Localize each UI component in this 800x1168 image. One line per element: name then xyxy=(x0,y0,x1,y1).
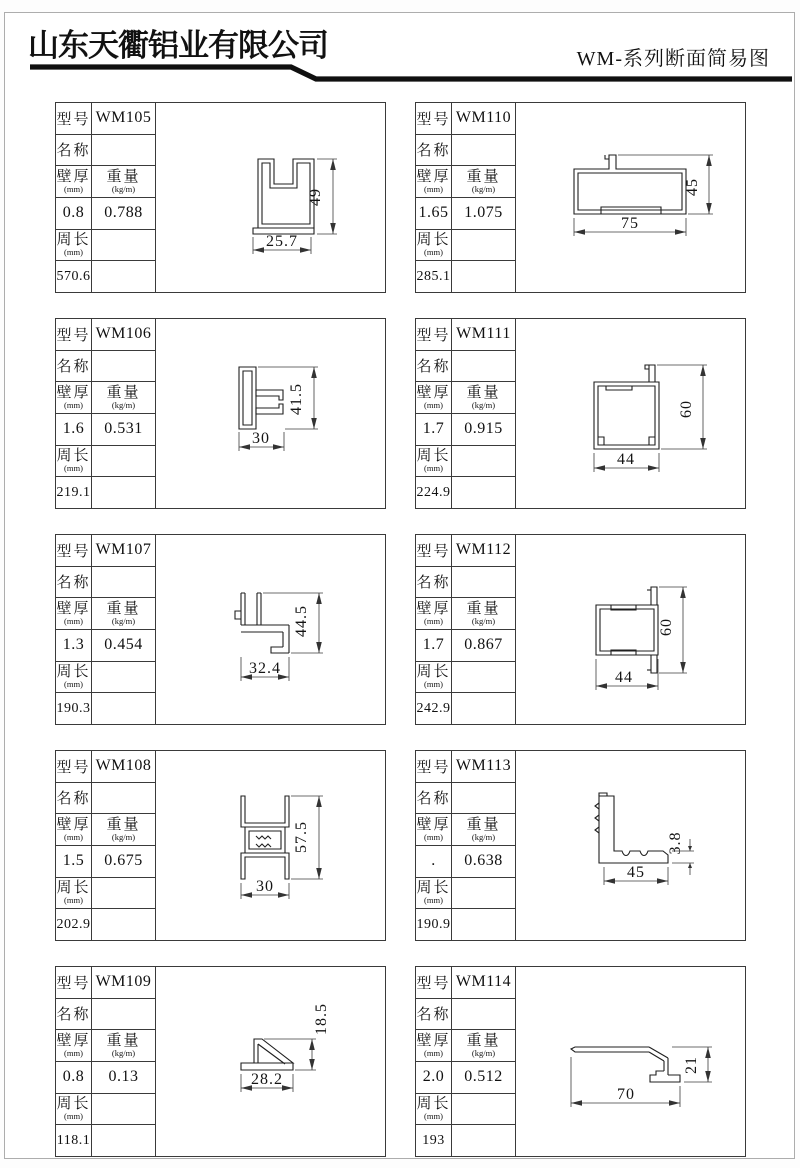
weight-label xyxy=(452,598,516,630)
profile-grid xyxy=(55,102,747,1157)
perimeter-label-text: 周长 xyxy=(416,664,451,681)
weight-label-text: 重量 xyxy=(106,385,141,402)
profile-shape xyxy=(574,155,686,214)
profile-drawing xyxy=(516,103,746,293)
weight-unit: (kg/m) xyxy=(111,400,136,411)
name-label: 名称 xyxy=(416,998,452,1030)
wall-label xyxy=(56,598,92,630)
name-value xyxy=(92,350,156,382)
wall-label-text: 壁厚 xyxy=(416,601,451,618)
wall-value: 1.5 xyxy=(56,845,92,877)
perimeter-label xyxy=(416,877,452,909)
wall-label-text: 壁厚 xyxy=(416,1033,451,1050)
profile-card xyxy=(55,534,386,725)
dim-height-label: 45 xyxy=(684,178,701,196)
wall-value: 2.0 xyxy=(416,1061,452,1093)
dim-width-label: 75 xyxy=(621,215,639,232)
dim-width-label: 32.4 xyxy=(249,660,281,677)
wall-label xyxy=(56,166,92,198)
empty-cell xyxy=(92,877,156,909)
perimeter-label xyxy=(416,229,452,261)
perimeter-unit: (mm) xyxy=(424,1111,443,1122)
weight-unit: (kg/m) xyxy=(471,400,496,411)
dim-height-label: 60 xyxy=(658,618,675,636)
model-value: WM108 xyxy=(92,751,156,783)
empty-cell xyxy=(92,229,156,261)
perimeter-unit: (mm) xyxy=(424,247,443,258)
perimeter-label-text: 周长 xyxy=(56,880,91,897)
wall-label xyxy=(416,382,452,414)
weight-label-text: 重量 xyxy=(466,817,501,834)
name-value xyxy=(452,350,516,382)
profile-card xyxy=(55,966,386,1157)
wall-value: . xyxy=(416,845,452,877)
profile-drawing xyxy=(156,751,386,941)
name-value xyxy=(92,566,156,598)
perimeter-label xyxy=(56,229,92,261)
weight-unit: (kg/m) xyxy=(471,184,496,195)
perimeter-unit: (mm) xyxy=(424,679,443,690)
model-value: WM109 xyxy=(92,967,156,999)
perimeter-value: 118.1 xyxy=(56,1125,92,1157)
name-label: 名称 xyxy=(416,350,452,382)
dim-width-label: 44 xyxy=(617,451,635,468)
profile-card xyxy=(415,102,746,293)
profile-card xyxy=(55,750,386,941)
dimension-annotations xyxy=(239,367,318,451)
profile-card xyxy=(55,102,386,293)
profile-drawing-svg xyxy=(516,751,746,940)
wall-value: 0.8 xyxy=(56,1061,92,1093)
perimeter-value: 193 xyxy=(416,1125,452,1157)
dimension-annotations xyxy=(604,832,694,886)
name-value xyxy=(92,998,156,1030)
perimeter-value: 202.9 xyxy=(56,909,92,941)
wall-unit: (mm) xyxy=(64,184,83,195)
weight-value: 0.638 xyxy=(452,845,516,877)
dimension-annotations xyxy=(594,365,707,472)
wall-label-text: 壁厚 xyxy=(56,1033,91,1050)
model-label: 型号 xyxy=(416,967,452,999)
name-label: 名称 xyxy=(416,782,452,814)
perimeter-unit: (mm) xyxy=(64,1111,83,1122)
weight-label xyxy=(92,382,156,414)
profile-shape xyxy=(241,796,289,879)
perimeter-label-text: 周长 xyxy=(416,1096,451,1113)
profile-shape xyxy=(235,593,289,653)
perimeter-label-text: 周长 xyxy=(416,880,451,897)
wall-value: 1.6 xyxy=(56,413,92,445)
profile-drawing xyxy=(516,967,746,1157)
weight-unit: (kg/m) xyxy=(111,616,136,627)
model-label: 型号 xyxy=(56,967,92,999)
wall-unit: (mm) xyxy=(64,400,83,411)
empty-cell xyxy=(452,909,516,941)
dimension-annotations xyxy=(574,155,713,236)
weight-value: 0.788 xyxy=(92,197,156,229)
profile-card xyxy=(415,318,746,509)
name-label: 名称 xyxy=(416,134,452,166)
dimension-annotations xyxy=(596,587,687,690)
empty-cell xyxy=(92,445,156,477)
profile-shape xyxy=(239,367,283,429)
model-value: WM112 xyxy=(452,535,516,567)
wall-label xyxy=(416,598,452,630)
weight-label-text: 重量 xyxy=(106,1033,141,1050)
series-subtitle: WM-系列断面简易图 xyxy=(576,48,770,70)
profile-card xyxy=(415,750,746,941)
wall-unit: (mm) xyxy=(64,616,83,627)
wall-label xyxy=(56,814,92,846)
perimeter-value: 190.9 xyxy=(416,909,452,941)
wall-unit: (mm) xyxy=(64,1048,83,1059)
weight-label-text: 重量 xyxy=(466,385,501,402)
weight-value: 0.512 xyxy=(452,1061,516,1093)
name-label: 名称 xyxy=(56,782,92,814)
weight-label xyxy=(452,166,516,198)
dim-height-label: 44.5 xyxy=(293,605,310,637)
wall-value: 1.3 xyxy=(56,629,92,661)
wall-unit: (mm) xyxy=(424,184,443,195)
perimeter-label-text: 周长 xyxy=(56,664,91,681)
name-label: 名称 xyxy=(56,566,92,598)
model-label: 型号 xyxy=(56,319,92,351)
model-value: WM111 xyxy=(452,319,516,351)
profile-drawing xyxy=(156,535,386,725)
weight-unit: (kg/m) xyxy=(111,184,136,195)
profile-shape xyxy=(595,793,668,863)
empty-cell xyxy=(92,477,156,509)
perimeter-label xyxy=(56,877,92,909)
weight-value: 0.675 xyxy=(92,845,156,877)
model-label: 型号 xyxy=(416,535,452,567)
profile-drawing-svg xyxy=(156,751,386,940)
wall-label xyxy=(56,382,92,414)
dim-height-label: 21 xyxy=(683,1056,700,1074)
weight-value: 0.915 xyxy=(452,413,516,445)
weight-value: 1.075 xyxy=(452,197,516,229)
wall-label-text: 壁厚 xyxy=(416,169,451,186)
profile-card xyxy=(415,534,746,725)
wall-label-text: 壁厚 xyxy=(416,385,451,402)
perimeter-value: 570.6 xyxy=(56,261,92,293)
profile-drawing xyxy=(516,535,746,725)
dimension-annotations xyxy=(253,159,337,254)
perimeter-value: 190.3 xyxy=(56,693,92,725)
profile-shape xyxy=(253,159,314,234)
name-value xyxy=(452,566,516,598)
wall-value: 1.65 xyxy=(416,197,452,229)
profile-drawing-svg xyxy=(516,319,746,508)
empty-cell xyxy=(92,1093,156,1125)
profile-shape xyxy=(571,1047,680,1082)
dim-width-label: 30 xyxy=(252,430,270,447)
weight-unit: (kg/m) xyxy=(111,1048,136,1059)
name-label: 名称 xyxy=(56,350,92,382)
perimeter-value: 224.9 xyxy=(416,477,452,509)
weight-label-text: 重量 xyxy=(466,1033,501,1050)
profile-drawing xyxy=(156,319,386,509)
empty-cell xyxy=(92,661,156,693)
weight-label-text: 重量 xyxy=(106,601,141,618)
wall-label xyxy=(416,814,452,846)
profile-drawing-svg xyxy=(156,535,386,724)
profile-drawing-svg xyxy=(156,967,386,1156)
model-label: 型号 xyxy=(56,751,92,783)
profile-drawing-svg xyxy=(156,319,386,508)
profile-drawing-svg xyxy=(516,967,746,1156)
perimeter-label xyxy=(416,1093,452,1125)
empty-cell xyxy=(92,909,156,941)
dim-height-label: 57.5 xyxy=(293,821,310,853)
dim-width-label: 25.7 xyxy=(266,233,298,250)
weight-value: 0.454 xyxy=(92,629,156,661)
perimeter-value: 285.1 xyxy=(416,261,452,293)
weight-unit: (kg/m) xyxy=(471,832,496,843)
weight-value: 0.531 xyxy=(92,413,156,445)
perimeter-value: 242.9 xyxy=(416,693,452,725)
model-label: 型号 xyxy=(416,103,452,135)
wall-label-text: 壁厚 xyxy=(56,817,91,834)
dim-height-label: 60 xyxy=(678,400,695,418)
model-label: 型号 xyxy=(416,751,452,783)
weight-label-text: 重量 xyxy=(466,601,501,618)
dim-width-label: 45 xyxy=(627,864,645,881)
wall-label xyxy=(56,1030,92,1062)
dim-width-label: 70 xyxy=(617,1086,635,1103)
model-value: WM113 xyxy=(452,751,516,783)
profile-shape xyxy=(594,365,659,449)
name-value xyxy=(452,998,516,1030)
weight-unit: (kg/m) xyxy=(471,1048,496,1059)
weight-unit: (kg/m) xyxy=(471,616,496,627)
profile-drawing xyxy=(516,319,746,509)
header-rule xyxy=(0,0,800,90)
model-label: 型号 xyxy=(416,319,452,351)
empty-cell xyxy=(452,445,516,477)
empty-cell xyxy=(92,261,156,293)
dimension-annotations xyxy=(571,1047,712,1107)
name-value xyxy=(92,782,156,814)
wall-unit: (mm) xyxy=(64,832,83,843)
weight-label xyxy=(452,382,516,414)
wall-unit: (mm) xyxy=(424,400,443,411)
wall-value: 1.7 xyxy=(416,413,452,445)
dim-width-label: 44 xyxy=(615,669,633,686)
name-label: 名称 xyxy=(416,566,452,598)
dimension-annotations xyxy=(241,796,323,899)
perimeter-unit: (mm) xyxy=(424,463,443,474)
wall-label-text: 壁厚 xyxy=(416,817,451,834)
name-value xyxy=(92,134,156,166)
empty-cell xyxy=(452,661,516,693)
weight-value: 0.867 xyxy=(452,629,516,661)
perimeter-label xyxy=(56,1093,92,1125)
profile-drawing-svg xyxy=(516,535,746,724)
profile-drawing-svg xyxy=(516,103,746,292)
weight-label xyxy=(92,166,156,198)
wall-unit: (mm) xyxy=(424,1048,443,1059)
dim-height-label: 18.5 xyxy=(313,1003,330,1035)
dim-height-label: 49 xyxy=(307,188,324,206)
perimeter-label xyxy=(416,445,452,477)
model-label: 型号 xyxy=(56,535,92,567)
wall-unit: (mm) xyxy=(424,832,443,843)
profile-drawing xyxy=(156,103,386,293)
empty-cell xyxy=(92,693,156,725)
model-value: WM106 xyxy=(92,319,156,351)
empty-cell xyxy=(452,693,516,725)
empty-cell xyxy=(452,1093,516,1125)
wall-value: 0.8 xyxy=(56,197,92,229)
weight-label xyxy=(92,1030,156,1062)
perimeter-label-text: 周长 xyxy=(416,448,451,465)
empty-cell xyxy=(92,1125,156,1157)
dimension-annotations xyxy=(241,593,323,681)
name-value xyxy=(452,134,516,166)
weight-label-text: 重量 xyxy=(106,817,141,834)
empty-cell xyxy=(452,261,516,293)
dim-height-label: 3.8 xyxy=(667,831,684,855)
weight-label-text: 重量 xyxy=(106,169,141,186)
weight-label xyxy=(452,1030,516,1062)
wall-label xyxy=(416,166,452,198)
empty-cell xyxy=(452,477,516,509)
perimeter-unit: (mm) xyxy=(64,463,83,474)
profile-drawing xyxy=(156,967,386,1157)
profile-drawing xyxy=(516,751,746,941)
dim-width-label: 30 xyxy=(256,878,274,895)
perimeter-label-text: 周长 xyxy=(56,448,91,465)
perimeter-label-text: 周长 xyxy=(416,232,451,249)
perimeter-unit: (mm) xyxy=(424,895,443,906)
empty-cell xyxy=(452,1125,516,1157)
perimeter-label-text: 周长 xyxy=(56,232,91,249)
profile-shape xyxy=(596,587,658,673)
model-value: WM110 xyxy=(452,103,516,135)
weight-label-text: 重量 xyxy=(466,169,501,186)
perimeter-label-text: 周长 xyxy=(56,1096,91,1113)
perimeter-label xyxy=(56,661,92,693)
weight-label xyxy=(92,598,156,630)
model-value: WM114 xyxy=(452,967,516,999)
wall-unit: (mm) xyxy=(424,616,443,627)
name-label: 名称 xyxy=(56,998,92,1030)
perimeter-unit: (mm) xyxy=(64,247,83,258)
perimeter-label xyxy=(416,661,452,693)
profile-card xyxy=(55,318,386,509)
perimeter-value: 219.1 xyxy=(56,477,92,509)
wall-label-text: 壁厚 xyxy=(56,169,91,186)
company-title: 山东天衢铝业有限公司 xyxy=(28,28,328,63)
perimeter-label xyxy=(56,445,92,477)
profile-drawing-svg xyxy=(156,103,386,292)
profile-shape xyxy=(241,1039,293,1070)
perimeter-unit: (mm) xyxy=(64,679,83,690)
dim-height-label: 41.5 xyxy=(288,383,305,415)
wall-value: 1.7 xyxy=(416,629,452,661)
weight-unit: (kg/m) xyxy=(111,832,136,843)
wall-label-text: 壁厚 xyxy=(56,601,91,618)
weight-label xyxy=(92,814,156,846)
empty-cell xyxy=(452,229,516,261)
dim-width-label: 28.2 xyxy=(251,1071,283,1088)
model-value: WM105 xyxy=(92,103,156,135)
wall-label-text: 壁厚 xyxy=(56,385,91,402)
name-label: 名称 xyxy=(56,134,92,166)
wall-label xyxy=(416,1030,452,1062)
empty-cell xyxy=(452,877,516,909)
perimeter-unit: (mm) xyxy=(64,895,83,906)
weight-label xyxy=(452,814,516,846)
profile-card xyxy=(415,966,746,1157)
name-value xyxy=(452,782,516,814)
model-label: 型号 xyxy=(56,103,92,135)
weight-value: 0.13 xyxy=(92,1061,156,1093)
model-value: WM107 xyxy=(92,535,156,567)
